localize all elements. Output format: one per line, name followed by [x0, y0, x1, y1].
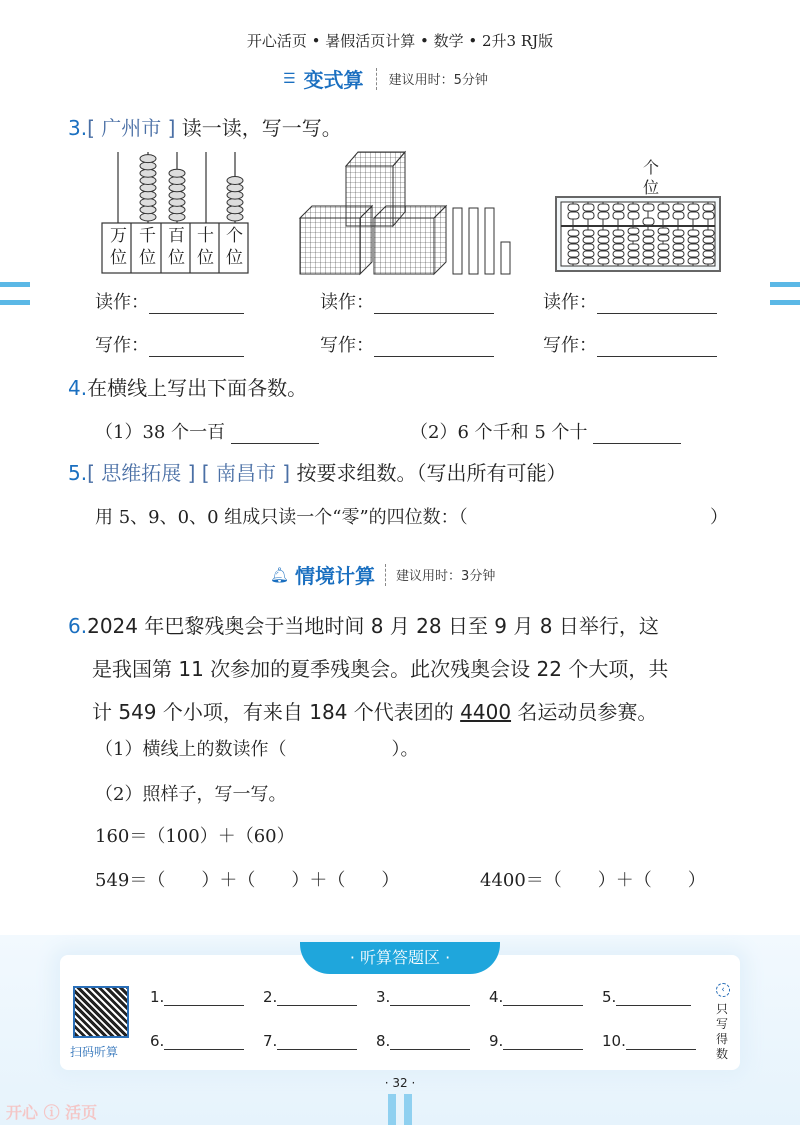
bead	[227, 191, 243, 199]
bead	[703, 230, 714, 236]
question-5: 5.[ 思维拓展 ] [ 南昌市 ] 按要求组数。（写出所有可能）	[68, 461, 567, 485]
bead	[169, 169, 185, 177]
write-row-3: 写作：	[543, 331, 717, 357]
answer-line[interactable]	[390, 1005, 470, 1006]
bead	[583, 204, 594, 211]
bead	[658, 235, 669, 241]
answer-line[interactable]	[149, 356, 244, 357]
read-row-2: 读作：	[320, 288, 494, 314]
bead	[643, 244, 654, 250]
place-label: 千位	[139, 226, 156, 268]
write-row-2: 写作：	[320, 331, 494, 357]
bead	[227, 177, 243, 185]
side-marker	[770, 282, 800, 287]
write-row-1: 写作：	[95, 331, 244, 357]
bead	[598, 230, 609, 236]
bead	[628, 228, 639, 234]
bead	[613, 258, 624, 264]
answer-line[interactable]	[374, 356, 494, 357]
question-3: 3.[ 广州市 ] 读一读，写一写。	[68, 116, 342, 140]
bead	[673, 237, 684, 243]
bead	[628, 204, 639, 211]
question-4: 4.在横线上写出下面各数。	[68, 376, 308, 400]
answer-line[interactable]	[164, 1005, 244, 1006]
bead	[613, 230, 624, 236]
bead	[598, 244, 609, 250]
bead	[688, 251, 699, 257]
bead	[688, 230, 699, 236]
bead	[673, 258, 684, 264]
bead	[169, 191, 185, 199]
answer-note: 只写得数	[716, 1002, 729, 1061]
answer-line[interactable]	[277, 1049, 357, 1050]
bead	[703, 212, 714, 219]
q5-prompt: 用 5、9、0、0 组成只读一个“零”的四位数：（	[95, 507, 468, 528]
place-label: 万位	[110, 226, 127, 268]
abacus-place-label: 个位	[642, 158, 659, 197]
q5-close-paren: ）	[710, 507, 728, 528]
bead	[643, 258, 654, 264]
section-title: 变式算	[303, 68, 364, 92]
qr-label: 扫码听算	[70, 1045, 119, 1059]
bead	[583, 244, 594, 250]
bead	[643, 218, 654, 225]
bead	[703, 244, 714, 250]
page-header: 开心活页 • 暑假活页计算 • 数学 • 2升3 RJ版	[246, 32, 554, 50]
answer-line[interactable]	[164, 1049, 244, 1050]
answer-line[interactable]	[597, 313, 717, 314]
bead	[568, 212, 579, 219]
bead	[583, 251, 594, 257]
bead	[628, 244, 639, 250]
q6-sub1: （1）横线上的数读作（ ）。	[95, 739, 419, 760]
suggested-time: 建议用时：3分钟	[396, 569, 496, 584]
question-6: 6.2024 年巴黎残奥会于当地时间 8 月 28 日至 9 月 8 日举行，这 是我国第 11 次参加的夏季残奥会。此次残奥会设 22 个大项，共 计 549 个小项，有来自 184 个代表团的 4400 名运动员参赛。	[68, 614, 669, 724]
bead	[658, 251, 669, 257]
bell-icon: 🔔︎	[270, 565, 290, 584]
q4-item-2: （2）6 个千和 5 个十	[410, 418, 681, 444]
bead	[658, 258, 669, 264]
side-marker	[0, 300, 30, 305]
q6-equation-2: 4400＝（ ）＋（ ）	[480, 870, 706, 891]
section-title: 情境计算	[295, 564, 376, 588]
bead	[583, 237, 594, 243]
arrow-left-icon: ‹	[716, 983, 730, 997]
bead	[673, 244, 684, 250]
place-labels	[104, 225, 250, 269]
bead	[583, 230, 594, 236]
bead	[643, 251, 654, 257]
q6-sub2: （2）照样子，写一写。	[95, 784, 287, 805]
bead	[658, 244, 669, 250]
bead	[703, 258, 714, 264]
qr-code[interactable]	[73, 986, 129, 1038]
watermark-logo: 开心 ⓘ 活页	[6, 1103, 98, 1122]
read-row-1: 读作：	[95, 288, 244, 314]
place-label: 百位	[168, 226, 185, 268]
bead	[613, 212, 624, 219]
suggested-time: 建议用时：5分钟	[388, 73, 488, 88]
bead	[583, 258, 594, 264]
place-label: 十位	[197, 226, 214, 268]
bead	[673, 230, 684, 236]
bead	[673, 212, 684, 219]
bead	[568, 204, 579, 211]
bead	[598, 212, 609, 219]
bead	[613, 237, 624, 243]
base-ten-blocks	[296, 148, 516, 278]
section-title-2	[270, 560, 495, 589]
bead	[628, 212, 639, 219]
answer-line[interactable]	[503, 1005, 583, 1006]
bead	[688, 212, 699, 219]
bead	[643, 237, 654, 243]
bead	[568, 230, 579, 236]
bead	[643, 230, 654, 236]
q4-item-1: （1）38 个一百	[95, 418, 319, 444]
bead	[688, 204, 699, 211]
chinese-abacus	[555, 196, 721, 272]
bead	[673, 204, 684, 211]
read-row-3: 读作：	[543, 288, 717, 314]
bead	[613, 244, 624, 250]
bead	[583, 212, 594, 219]
answer-line[interactable]	[374, 313, 494, 314]
section-title-1	[283, 64, 488, 93]
place-label: 个位	[226, 226, 243, 268]
bead	[688, 258, 699, 264]
answer-grid: 1. 2. 3. 4. 5. 6. 7. 8. 9. 10.	[150, 988, 715, 1050]
bead	[598, 258, 609, 264]
bead	[658, 228, 669, 234]
bead	[598, 204, 609, 211]
bead	[628, 258, 639, 264]
side-marker	[0, 282, 30, 287]
bead	[598, 251, 609, 257]
bead	[568, 258, 579, 264]
bead	[628, 251, 639, 257]
bead	[688, 244, 699, 250]
q6-example: 160＝（100）＋（60）	[95, 826, 295, 847]
answer-area-title: · 听算答题区 ·	[300, 942, 500, 974]
bead	[703, 251, 714, 257]
page-number: · 32 ·	[384, 1076, 416, 1090]
sliders-icon: ☰	[283, 70, 296, 87]
bead	[568, 237, 579, 243]
bead	[140, 155, 156, 163]
bead	[568, 251, 579, 257]
bead	[703, 204, 714, 211]
answer-line[interactable]	[390, 1049, 470, 1050]
bead	[643, 204, 654, 211]
bead	[598, 237, 609, 243]
side-marker	[770, 300, 800, 305]
bead	[688, 237, 699, 243]
q6-equation-1: 549＝（ ）＋（ ）＋（ ）	[95, 870, 400, 891]
answer-line[interactable]	[231, 443, 319, 444]
bead	[613, 204, 624, 211]
answer-line[interactable]	[277, 1005, 357, 1006]
answer-line[interactable]	[503, 1049, 583, 1050]
answer-line[interactable]	[597, 356, 717, 357]
answer-line[interactable]	[626, 1049, 696, 1050]
answer-line[interactable]	[593, 443, 681, 444]
bead	[140, 191, 156, 199]
answer-line[interactable]	[616, 1005, 691, 1006]
underlined-number: 4400	[460, 700, 512, 724]
bead	[673, 251, 684, 257]
bead	[628, 235, 639, 241]
bead	[568, 244, 579, 250]
bead	[613, 251, 624, 257]
answer-line[interactable]	[149, 313, 244, 314]
bead	[703, 237, 714, 243]
bead	[658, 212, 669, 219]
bead	[658, 204, 669, 211]
